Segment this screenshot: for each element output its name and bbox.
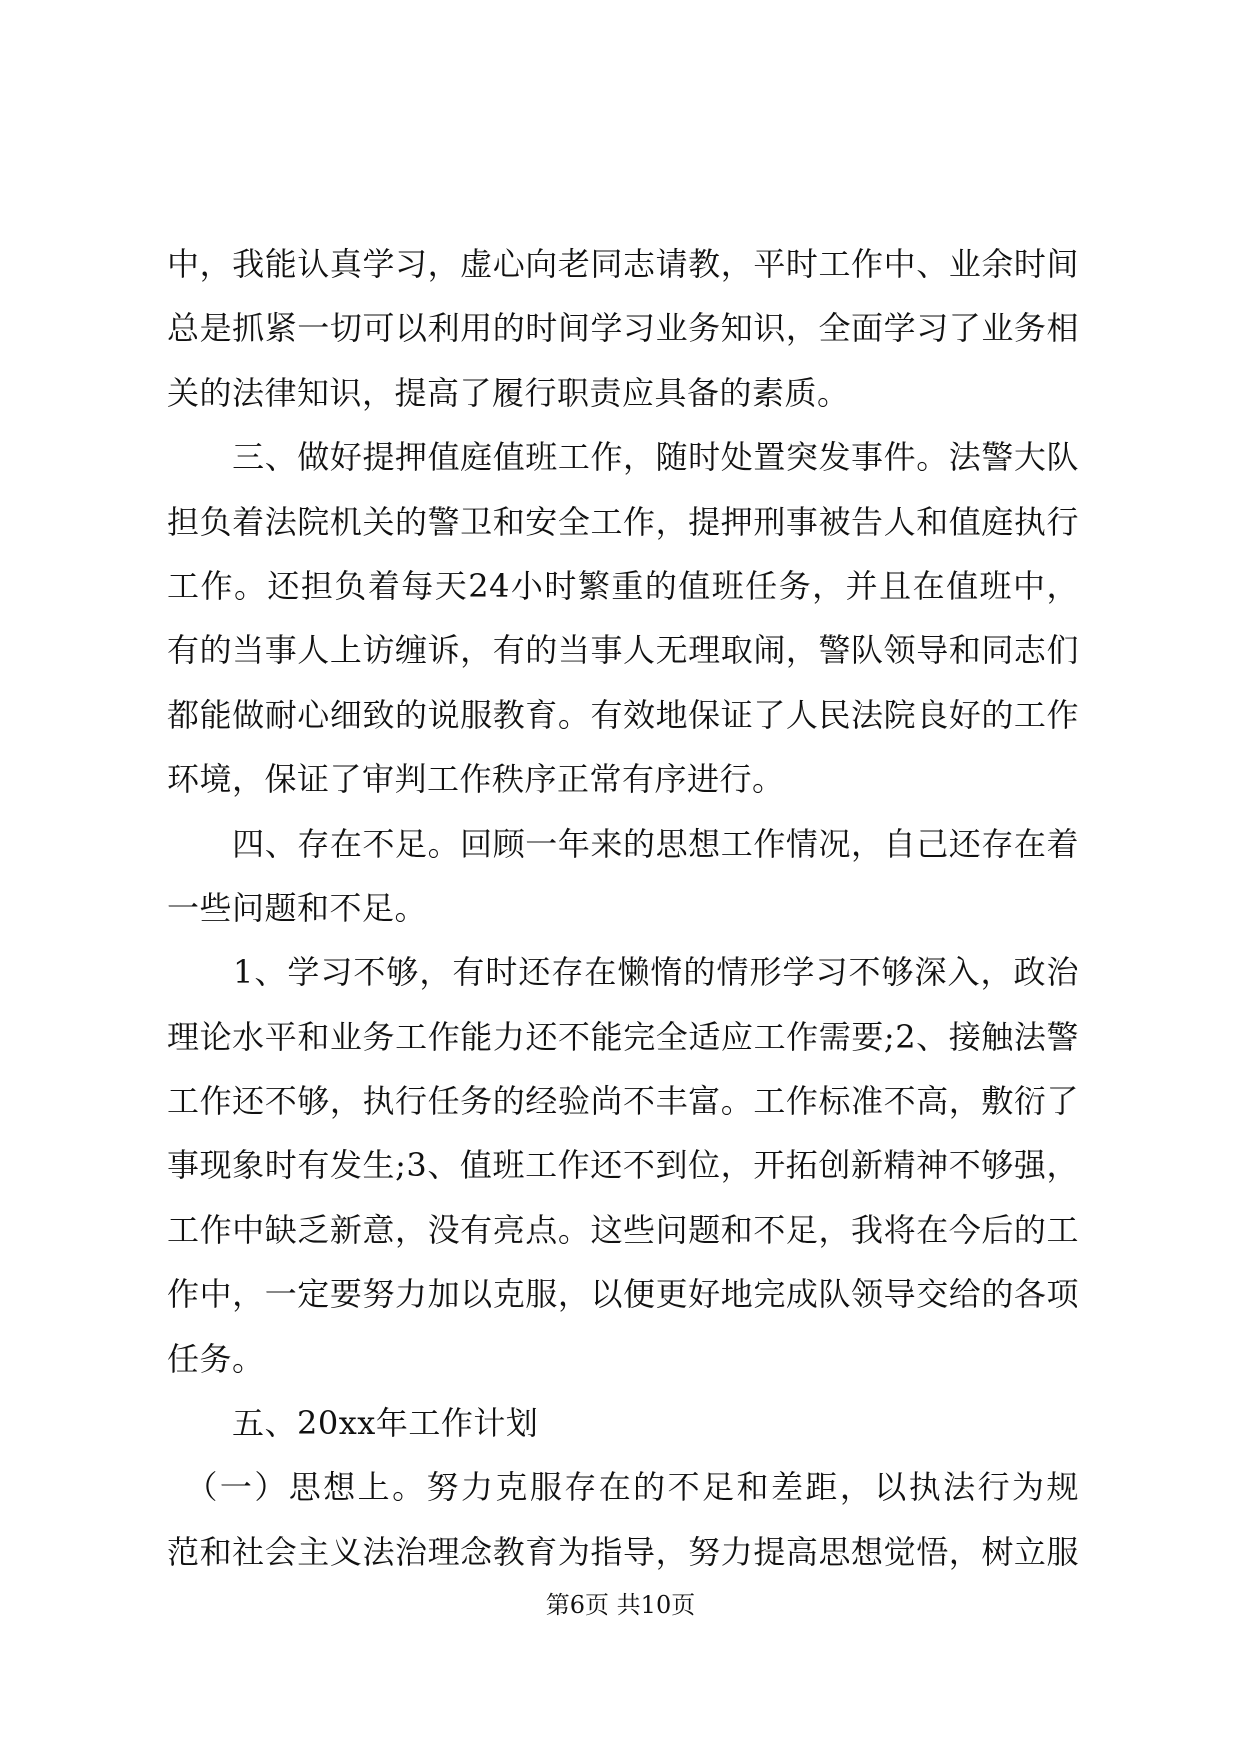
- text-line: 一些问题和不足。: [167, 888, 428, 927]
- text-line: 环境，保证了审判工作秩序正常有序进行。: [167, 760, 785, 799]
- text-line: 1、学习不够，有时还存在懒惰的情形学习不够深入，政治: [167, 953, 1079, 992]
- text-line: 范和社会主义法治理念教育为指导，努力提高思想觉悟，树立服: [167, 1532, 1079, 1571]
- text-line: 四、存在不足。回顾一年来的思想工作情况，自己还存在着: [167, 824, 1079, 863]
- text-line: 工作还不够，执行任务的经验尚不丰富。工作标准不高，敷衍了: [167, 1082, 1079, 1121]
- text-line: 事现象时有发生;3、值班工作还不到位，开拓创新精神不够强，: [167, 1146, 1079, 1185]
- text-line: 中，我能认真学习，虚心向老同志请教，平时工作中、业余时间: [167, 245, 1079, 283]
- text-line: 五、20xx年工作计划: [167, 1404, 539, 1443]
- text-line: 工作中缺乏新意，没有亮点。这些问题和不足，我将在今后的工: [167, 1210, 1079, 1249]
- text-line: 总是抓紧一切可以利用的时间学习业务知识，全面学习了业务相: [167, 309, 1079, 348]
- document-body: [167, 232, 1079, 1584]
- text-line: 关的法律知识，提高了履行职责应具备的素质。: [167, 373, 850, 412]
- text-line: 作中，一定要努力加以克服，以便更好地完成队领导交给的各项: [167, 1275, 1079, 1314]
- text-line: 都能做耐心细致的说服教育。有效地保证了人民法院良好的工作: [167, 695, 1079, 734]
- text-line: 三、做好提押值庭值班工作，随时处置突发事件。法警大队: [167, 438, 1079, 477]
- text-line: 担负着法院机关的警卫和安全工作，提押刑事被告人和值庭执行: [167, 502, 1079, 541]
- text-line: 工作。还担负着每天24小时繁重的值班任务，并且在值班中，: [167, 566, 1079, 605]
- page-number-footer: 第6页 共10页: [545, 1591, 696, 1619]
- text-line: 有的当事人上访缠诉，有的当事人无理取闹，警队领导和同志们: [167, 631, 1079, 670]
- text-line: （一）思想上。努力克服存在的不足和差距，以执法行为规: [167, 1468, 1079, 1507]
- text-line: 任务。: [167, 1339, 265, 1378]
- text-line: 理论水平和业务工作能力还不能完全适应工作需要;2、接触法警: [167, 1017, 1079, 1056]
